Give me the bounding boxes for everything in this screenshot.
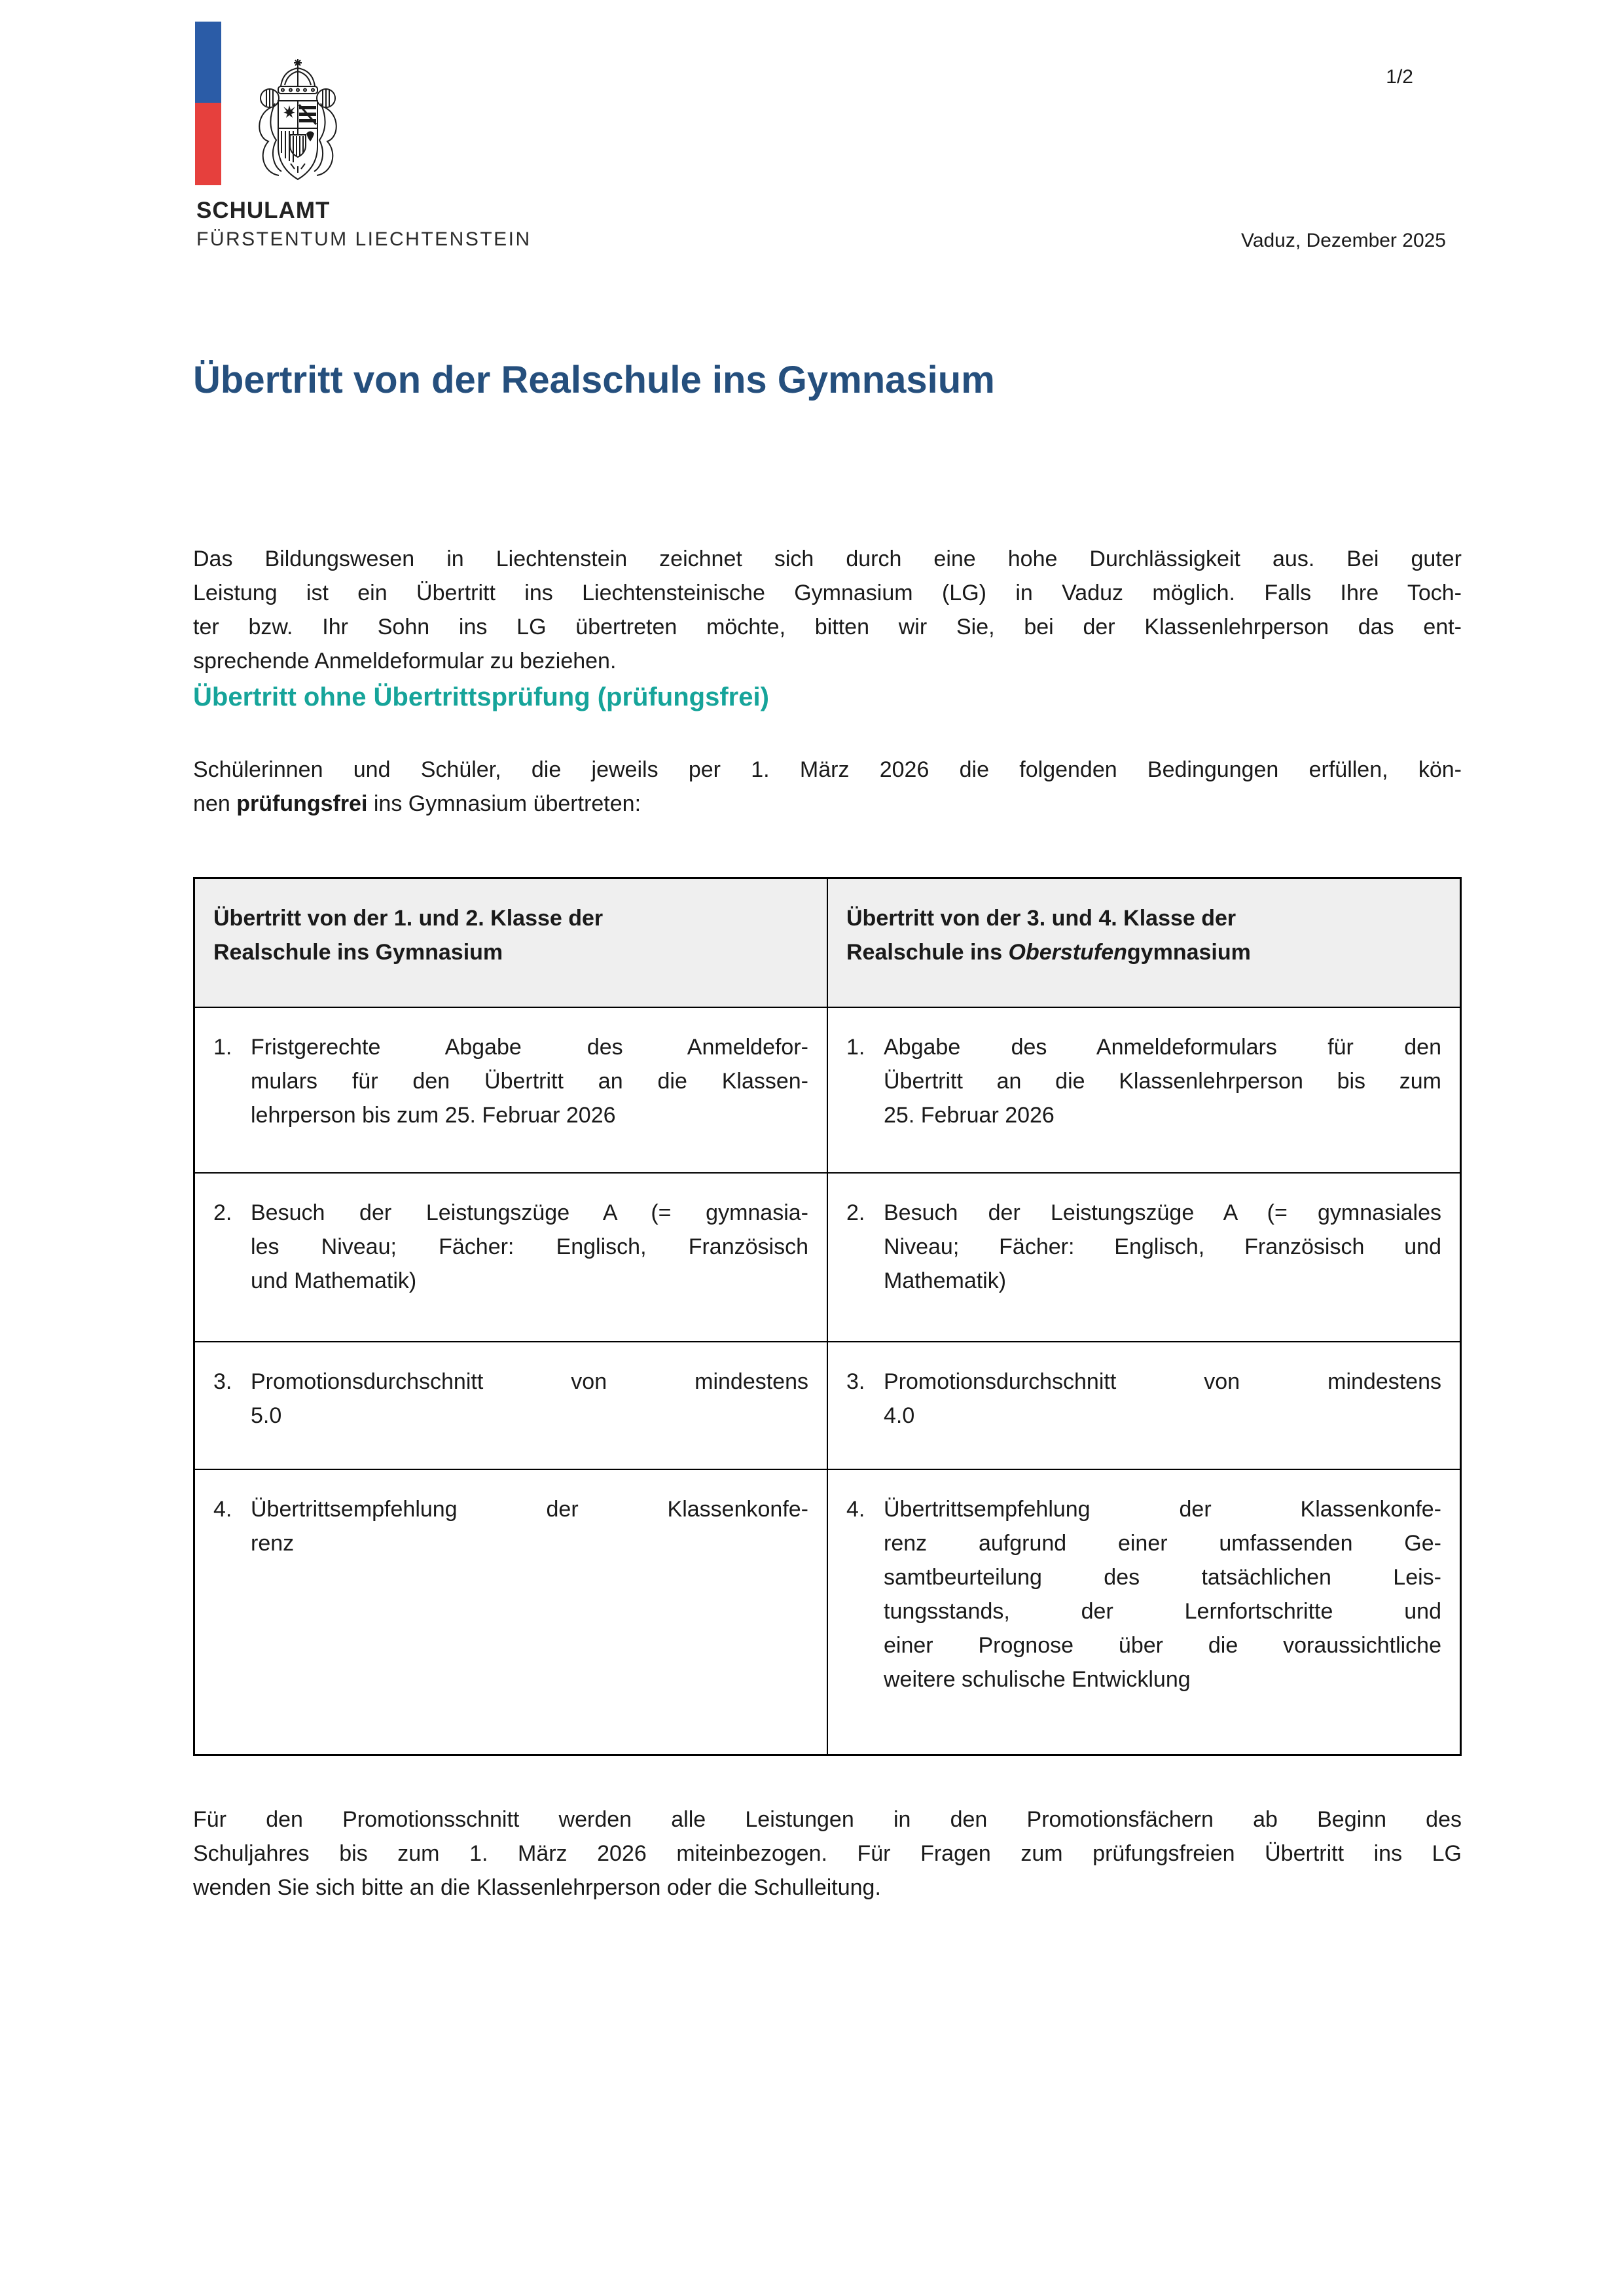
text-line: Abgabe des Anmeldeformulars für den [884,1034,1441,1060]
list-number: 2. [846,1200,865,1225]
table-cell [194,1007,828,1173]
coat-of-arms-icon [244,58,352,191]
text-line: Besuch der Leistungszüge A (= gymnasia- [251,1200,808,1225]
text-line: ter bzw. Ihr Sohn ins LG übertreten möchte, bitten wir Sie, bei der Klassenlehrperson das ent- [193,615,1462,639]
section-lead-paragraph [193,753,1462,821]
intro-paragraph [193,542,1462,678]
text-line: Mathematik) [884,1268,1007,1293]
section-heading: Übertritt ohne Übertrittsprüfung (prüfungsfrei) [193,683,769,711]
org-country: FÜRSTENTUM LIECHTENSTEIN [196,228,532,250]
page-number: 1/2 [1386,66,1413,88]
list-number: 1. [213,1034,232,1060]
page-title: Übertritt von der Realschule ins Gymnasium [193,359,995,401]
text-line: 4.0 [884,1403,915,1428]
text-line: les Niveau; Fächer: Englisch, Französisch [251,1234,808,1259]
text-line: Übertritt von der 3. und 4. Klasse der [846,906,1236,931]
text-line: Schuljahres bis zum 1. März 2026 miteinbezogen. Für Fragen zum prüfungsfreien Übertritt ins LG [193,1841,1462,1866]
text-line: tungsstands, der Lernfortschritte und [884,1598,1441,1624]
text-line: sprechende Anmeldeformular zu beziehen. [193,649,617,673]
text-line: und Mathematik) [251,1268,417,1293]
header-italic-text: Oberstufen [1008,940,1127,965]
text-line: Realschule ins Gymnasium [213,940,503,965]
text-line: Das Bildungswesen in Liechtenstein zeichnet sich durch eine hohe Durchlässigkeit aus. Bei guter [193,547,1462,571]
text-line: einer Prognose über die voraussichtliche [884,1632,1441,1658]
table-header-row [194,878,1461,1007]
text-line: mulars für den Übertritt an die Klassen- [251,1068,808,1094]
flag-blue-half [195,22,221,103]
list-number: 3. [846,1369,865,1394]
text-line: Besuch der Leistungszüge A (= gymnasiales [884,1200,1441,1225]
text-line: Übertrittsempfehlung der Klassenkonfe- [884,1496,1441,1522]
table-cell [827,1007,1461,1173]
flag-red-half [195,103,221,185]
text-line: weitere schulische Entwicklung [884,1666,1191,1692]
header-text: Realschule ins [846,940,1009,965]
text-line: Übertritt an die Klassenlehrperson bis zum [884,1068,1441,1094]
list-number: 4. [846,1496,865,1522]
text-line: renz [251,1530,295,1556]
table-cell [827,1469,1461,1755]
conditions-table [193,877,1462,1756]
text-line: Übertrittsempfehlung der Klassenkonfe- [251,1496,808,1522]
text-line: Übertritt von der 1. und 2. Klasse der [213,906,604,931]
text-line [193,787,1462,821]
lead-bold-text: prüfungsfrei [236,791,368,816]
list-number: 4. [213,1496,232,1522]
table-row [194,1342,1461,1469]
table-cell [827,1173,1461,1342]
table-header-right [827,878,1461,1007]
table-cell [194,1173,828,1342]
text-line: renz aufgrund einer umfassenden Ge- [884,1530,1441,1556]
header-text: gymnasium [1127,940,1251,965]
list-number: 1. [846,1034,865,1060]
crown-cross [294,59,302,68]
dateline: Vaduz, Dezember 2025 [1241,230,1446,251]
list-number: 3. [213,1369,232,1394]
table-header-left [194,878,828,1007]
text-line: 25. Februar 2026 [884,1102,1055,1128]
table-cell [194,1342,828,1469]
closing-paragraph [193,1803,1462,1905]
text-line: Für den Promotionsschnitt werden alle Leistungen in den Promotionsfächern ab Beginn des [193,1807,1462,1832]
crown [278,68,317,94]
list-number: 2. [213,1200,232,1225]
lead-text: ins Gymnasium übertreten: [367,791,641,816]
text-line: Promotionsdurchschnitt von mindestens [251,1369,808,1394]
text-line [846,935,1441,969]
text-line: Promotionsdurchschnitt von mindestens [884,1369,1441,1394]
org-name: SCHULAMT [196,198,331,223]
text-line: samtbeurteilung des tatsächlichen Leis- [884,1564,1441,1590]
shield [278,101,317,179]
table-cell [194,1469,828,1755]
lead-text: nen [193,791,237,816]
text-line: Fristgerechte Abgabe des Anmeldefor- [251,1034,808,1060]
table-row [194,1173,1461,1342]
text-line: 5.0 [251,1403,282,1428]
text-line: Schülerinnen und Schüler, die jeweils per 1. März 2026 die folgenden Bedingungen erfüllen, kön- [193,757,1462,782]
text-line: Niveau; Fächer: Englisch, Französisch und [884,1234,1441,1259]
text-line: wenden Sie sich bitte an die Klassenlehrperson oder die Schulleitung. [193,1875,881,1900]
table-cell [827,1342,1461,1469]
text-line: lehrperson bis zum 25. Februar 2026 [251,1102,616,1128]
table-row [194,1007,1461,1173]
liechtenstein-flag-bar [195,22,221,185]
table-row [194,1469,1461,1755]
text-line: Leistung ist ein Übertritt ins Liechtensteinische Gymnasium (LG) in Vaduz möglich. Falls Ihre Toch- [193,581,1462,605]
